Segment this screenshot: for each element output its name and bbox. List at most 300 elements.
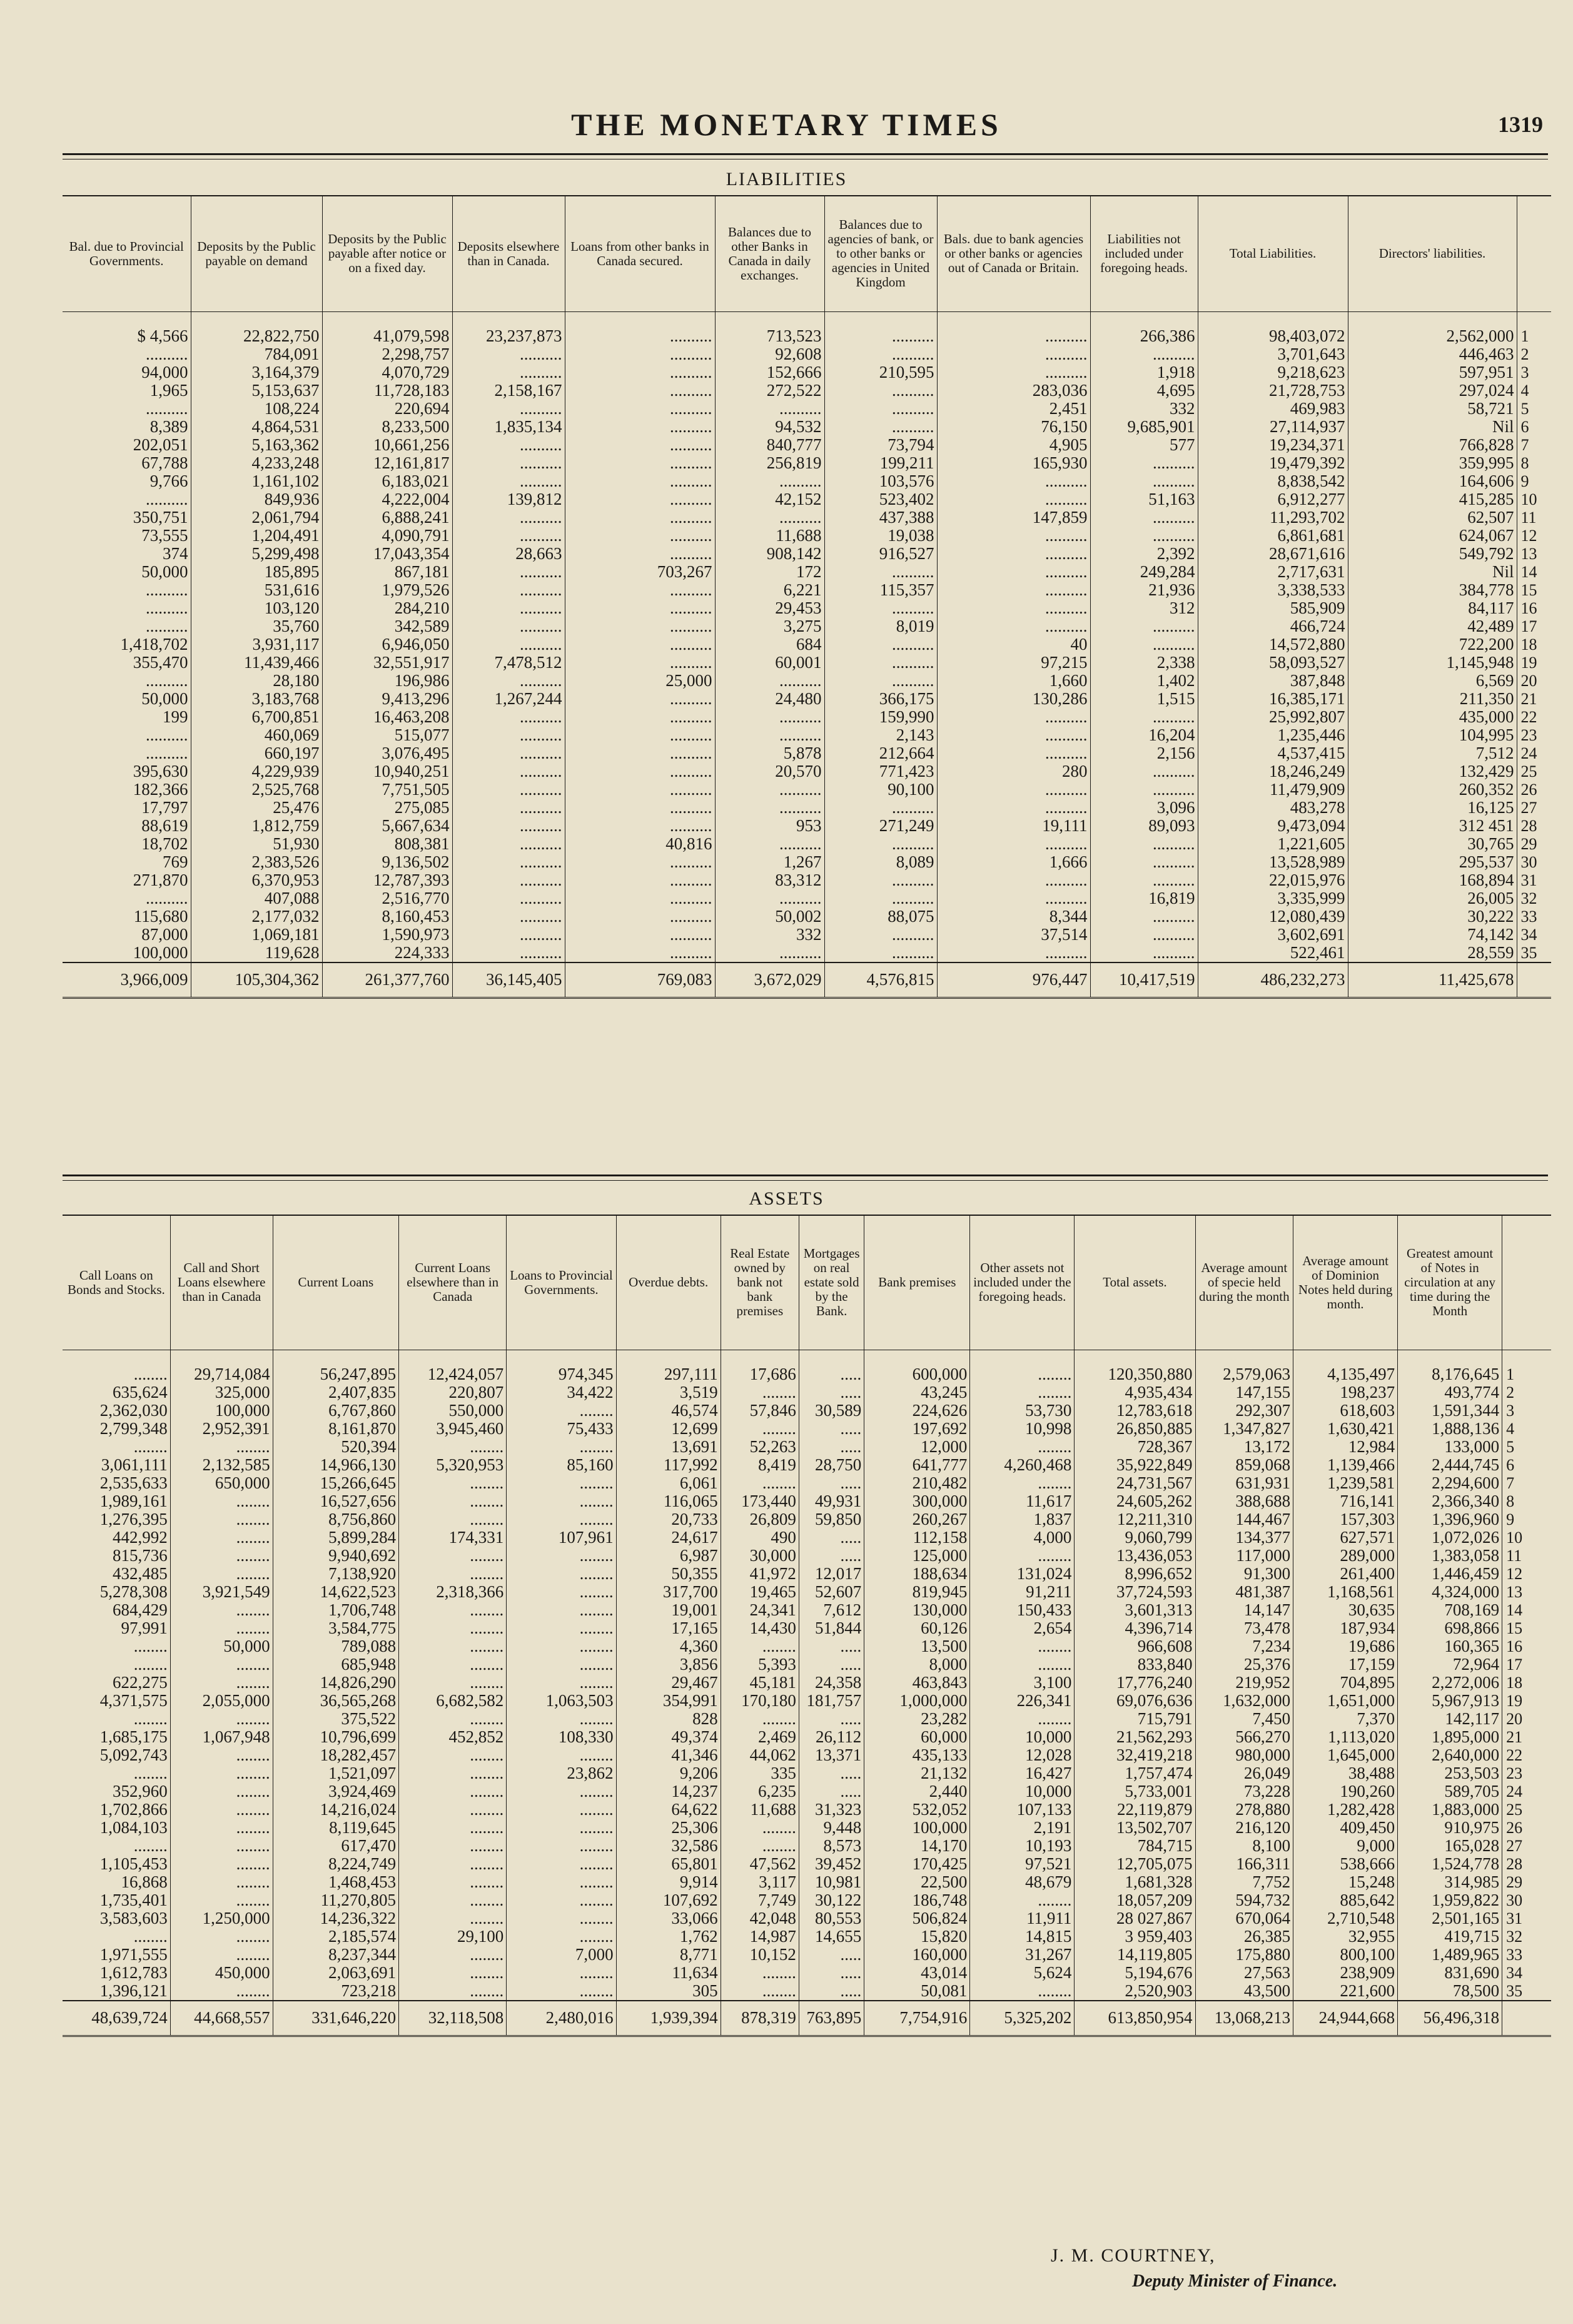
liabilities-total-cell — [1517, 962, 1551, 998]
liabilities-cell: 908,142 — [715, 545, 824, 563]
assets-cell: 622,275 — [112, 1673, 168, 1692]
liabilities-spacer-cell — [937, 311, 1090, 327]
assets-cell: ........ — [970, 1710, 1075, 1728]
assets-cell: 12,984 — [1293, 1438, 1398, 1456]
liabilities-cell: 8,160,453 — [322, 907, 452, 926]
assets-cell: 723,218 — [273, 1982, 398, 2001]
assets-cell: 69,076,636 — [1075, 1692, 1195, 1710]
liabilities-cell: 8,389 — [149, 417, 188, 436]
liabilities-cell: .......... — [937, 563, 1090, 581]
assets-row-number: 26 — [1502, 1819, 1551, 1837]
assets-table-row — [63, 1674, 1551, 1692]
assets-cell: 4,396,714 — [1075, 1619, 1195, 1637]
assets-cell: 238,909 — [1293, 1964, 1398, 1982]
liabilities-cell: .......... — [715, 781, 824, 799]
assets-spacer-cell — [616, 1350, 721, 1365]
liabilities-cell: 624,067 — [1348, 527, 1517, 545]
assets-cell: ........ — [170, 1565, 273, 1583]
assets-cell: ........ — [133, 1927, 168, 1946]
assets-table-row — [63, 1909, 1551, 1927]
liabilities-cell: 342,589 — [322, 617, 452, 635]
liabilities-cell: 25,992,807 — [1198, 708, 1348, 726]
liabilities-column-header: Balances due to agencies of bank, or to other banks or agencies in United Kingdom — [824, 196, 937, 311]
liabilities-cell: .......... — [565, 581, 715, 599]
assets-row-number: 4 — [1502, 1420, 1551, 1438]
liabilities-cell: .......... — [565, 907, 715, 926]
liabilities-cell: 16,125 — [1348, 799, 1517, 817]
assets-cell: ........ — [170, 1764, 273, 1782]
assets-cell: 73,478 — [1195, 1619, 1293, 1637]
liabilities-cell: .......... — [565, 781, 715, 799]
assets-totals-row — [63, 2001, 1551, 2036]
liabilities-cell: 9,766 — [149, 472, 188, 490]
assets-cell: 107,692 — [616, 1891, 721, 1909]
assets-cell: 789,088 — [273, 1637, 398, 1655]
assets-cell: 566,270 — [1195, 1728, 1293, 1746]
assets-table-row — [63, 1946, 1551, 1964]
assets-cell: 50,355 — [616, 1565, 721, 1583]
liabilities-table-row — [63, 762, 1551, 781]
liabilities-cell: 32,551,917 — [322, 654, 452, 672]
liabilities-cell: .......... — [1090, 907, 1198, 926]
liabilities-cell: 1,965 — [149, 381, 188, 400]
assets-cell: 831,690 — [1398, 1964, 1502, 1982]
assets-cell: 14,966,130 — [273, 1456, 398, 1474]
liabilities-cell: .......... — [452, 508, 565, 527]
liabilities-table-row — [63, 907, 1551, 926]
assets-cell: 5,733,001 — [1075, 1782, 1195, 1801]
liabilities-cell: 12,161,817 — [322, 454, 452, 472]
assets-cell: 125,000 — [864, 1547, 970, 1565]
liabilities-cell: 515,077 — [322, 726, 452, 744]
liabilities-cell: 523,402 — [824, 490, 937, 508]
assets-cell: 3,117 — [721, 1873, 799, 1891]
assets-cell: ........ — [399, 1601, 507, 1619]
liabilities-cell: .......... — [565, 799, 715, 817]
liabilities-cell: .......... — [452, 345, 565, 363]
assets-cell: 32,955 — [1293, 1927, 1398, 1946]
liabilities-cell: .......... — [565, 418, 715, 436]
assets-cell: 1,067,948 — [170, 1728, 273, 1746]
liabilities-cell: 840,777 — [715, 436, 824, 454]
assets-cell: 8,100 — [1195, 1837, 1293, 1855]
assets-cell: 2,294,600 — [1398, 1474, 1502, 1492]
assets-cell: ..... — [799, 1637, 864, 1655]
liabilities-cell: 28,180 — [191, 672, 322, 690]
assets-cell: ........ — [170, 1927, 273, 1946]
assets-cell: ........ — [970, 1891, 1075, 1909]
liabilities-cell: 16,204 — [1090, 726, 1198, 744]
liabilities-cell: 199,211 — [824, 454, 937, 472]
assets-cell: 1,735,401 — [99, 1891, 168, 1909]
liabilities-cell: 88,075 — [824, 907, 937, 926]
assets-cell: 36,565,268 — [273, 1692, 398, 1710]
assets-cell: ........ — [399, 1674, 507, 1692]
liabilities-cell: 84,117 — [1348, 599, 1517, 617]
assets-cell: 325,000 — [170, 1383, 273, 1402]
liabilities-cell: 92,608 — [715, 345, 824, 363]
assets-cell: 219,952 — [1195, 1674, 1293, 1692]
assets-cell: ..... — [799, 1365, 864, 1383]
assets-cell: 800,100 — [1293, 1946, 1398, 1964]
liabilities-cell: 6,946,050 — [322, 635, 452, 654]
liabilities-cell: 26,005 — [1348, 889, 1517, 907]
assets-cell: ..... — [799, 1764, 864, 1782]
assets-cell: 73,228 — [1195, 1782, 1293, 1801]
assets-cell: ........ — [507, 1710, 616, 1728]
assets-cell: 91,300 — [1195, 1565, 1293, 1583]
liabilities-cell: .......... — [937, 799, 1090, 817]
assets-cell: 190,260 — [1293, 1782, 1398, 1801]
liabilities-cell: 435,000 — [1348, 708, 1517, 726]
assets-spacer-row — [63, 1350, 1551, 1365]
liabilities-cell: .......... — [937, 744, 1090, 762]
liabilities-cell: .......... — [937, 781, 1090, 799]
assets-table-row — [63, 1619, 1551, 1637]
assets-cell: ........ — [170, 1619, 273, 1637]
assets-table-row — [63, 1764, 1551, 1782]
liabilities-row-number: 22 — [1517, 708, 1551, 726]
assets-cell: ........ — [721, 1710, 799, 1728]
liabilities-cell: .......... — [824, 871, 937, 889]
liabilities-cell: 4,695 — [1090, 381, 1198, 400]
assets-cell: 650,000 — [170, 1474, 273, 1492]
assets-table-row — [63, 1547, 1551, 1565]
liabilities-cell: .......... — [937, 527, 1090, 545]
assets-spacer-cell — [864, 1350, 970, 1365]
assets-cell: 617,470 — [273, 1837, 398, 1855]
liabilities-cell: 7,512 — [1348, 744, 1517, 762]
assets-cell: 14,236,322 — [273, 1909, 398, 1927]
assets-cell: ........ — [170, 1782, 273, 1801]
liabilities-cell: .......... — [565, 853, 715, 871]
assets-cell: 1,630,421 — [1293, 1420, 1398, 1438]
assets-cell: 260,267 — [864, 1510, 970, 1528]
assets-cell: ........ — [399, 1565, 507, 1583]
liabilities-cell: 9,136,502 — [322, 853, 452, 871]
assets-cell: 388,688 — [1195, 1492, 1293, 1510]
assets-cell: ........ — [170, 1547, 273, 1565]
page-number: 1319 — [1498, 112, 1543, 137]
assets-cell: 52,607 — [799, 1583, 864, 1601]
liabilities-row-number: 18 — [1517, 635, 1551, 654]
liabilities-row-number: 30 — [1517, 853, 1551, 871]
assets-cell: 8,119,645 — [273, 1819, 398, 1837]
liabilities-cell: 9,413,296 — [322, 690, 452, 708]
assets-cell: 23,282 — [864, 1710, 970, 1728]
liabilities-cell: .......... — [937, 871, 1090, 889]
assets-cell: 966,608 — [1075, 1637, 1195, 1655]
liabilities-cell: 185,895 — [191, 563, 322, 581]
liabilities-cell: .......... — [452, 436, 565, 454]
liabilities-cell: 1,221,605 — [1198, 835, 1348, 853]
liabilities-cell: .......... — [1090, 944, 1198, 962]
assets-cell: 5,393 — [721, 1655, 799, 1674]
assets-cell: ........ — [170, 1837, 273, 1855]
assets-cell: 26,112 — [799, 1728, 864, 1746]
assets-cell: 261,400 — [1293, 1565, 1398, 1583]
liabilities-cell: .......... — [452, 944, 565, 962]
liabilities-cell: 172 — [715, 563, 824, 581]
assets-cell: 2,501,165 — [1398, 1909, 1502, 1927]
liabilities-table-row — [63, 889, 1551, 907]
assets-cell: ........ — [399, 1909, 507, 1927]
liabilities-row-number: 27 — [1517, 799, 1551, 817]
assets-cell: ........ — [507, 1782, 616, 1801]
liabilities-cell: .......... — [824, 672, 937, 690]
liabilities-cell: 531,616 — [191, 581, 322, 599]
liabilities-row-number: 7 — [1517, 436, 1551, 454]
assets-cell: 698,866 — [1398, 1619, 1502, 1637]
assets-cell: 43,500 — [1195, 1982, 1293, 2001]
assets-cell: 7,752 — [1195, 1873, 1293, 1891]
liabilities-table-row — [63, 545, 1551, 563]
assets-cell: 19,465 — [721, 1583, 799, 1601]
liabilities-total-cell: 769,083 — [565, 962, 715, 998]
liabilities-cell: 1,418,702 — [120, 635, 188, 654]
assets-spacer-cell — [399, 1350, 507, 1365]
assets-cell: 14,815 — [970, 1927, 1075, 1946]
assets-cell: ........ — [170, 1601, 273, 1619]
liabilities-cell: 280 — [937, 762, 1090, 781]
assets-cell: 21,132 — [864, 1764, 970, 1782]
liabilities-total-cell: 261,377,760 — [322, 962, 452, 998]
liabilities-cell: 275,085 — [322, 799, 452, 817]
assets-column-header: Call Loans on Bonds and Stocks. — [63, 1215, 170, 1350]
assets-cell: 314,985 — [1398, 1873, 1502, 1891]
assets-cell: ........ — [399, 1438, 507, 1456]
assets-row-number: 15 — [1502, 1619, 1551, 1637]
assets-cell: 59,850 — [799, 1510, 864, 1528]
assets-cell: 16,527,656 — [273, 1492, 398, 1510]
assets-cell: 13,371 — [799, 1746, 864, 1764]
liabilities-cell: 30,222 — [1348, 907, 1517, 926]
assets-cell: 117,992 — [616, 1456, 721, 1474]
assets-table-row — [63, 1510, 1551, 1528]
assets-cell: 716,141 — [1293, 1492, 1398, 1510]
liabilities-column-header: Bals. due to bank agencies or other banks or agencies out of Canada or Britain. — [937, 196, 1090, 311]
liabilities-row-number: 14 — [1517, 563, 1551, 581]
assets-cell: 4,360 — [616, 1637, 721, 1655]
liabilities-cell: .......... — [565, 944, 715, 962]
liabilities-table-row — [63, 617, 1551, 635]
assets-cell: 31,267 — [970, 1946, 1075, 1964]
assets-total-cell: 878,319 — [721, 2001, 799, 2036]
assets-cell: 18,057,209 — [1075, 1891, 1195, 1909]
assets-cell: 1,239,581 — [1293, 1474, 1398, 1492]
liabilities-cell: .......... — [452, 400, 565, 418]
assets-cell: 3,519 — [616, 1383, 721, 1402]
assets-cell: 2,654 — [970, 1619, 1075, 1637]
liabilities-cell: 83,312 — [715, 871, 824, 889]
assets-total-cell: 1,939,394 — [616, 2001, 721, 2036]
liabilities-cell: 808,381 — [322, 835, 452, 853]
liabilities-cell: 6,861,681 — [1198, 527, 1348, 545]
assets-cell: 1,105,453 — [99, 1854, 168, 1873]
liabilities-row-number: 29 — [1517, 835, 1551, 853]
liabilities-cell: 2,383,526 — [191, 853, 322, 871]
assets-cell: 13,502,707 — [1075, 1819, 1195, 1837]
liabilities-cell: .......... — [565, 744, 715, 762]
assets-cell: 14,826,290 — [273, 1674, 398, 1692]
liabilities-cell: 522,461 — [1198, 944, 1348, 962]
assets-cell: 1,989,161 — [99, 1492, 168, 1510]
liabilities-cell: 466,724 — [1198, 617, 1348, 635]
assets-cell: ..... — [799, 1710, 864, 1728]
assets-spacer-cell — [63, 1350, 170, 1365]
liabilities-table-row — [63, 381, 1551, 400]
assets-spacer-cell — [507, 1350, 616, 1365]
liabilities-cell: .......... — [146, 617, 188, 635]
liabilities-cell: 24,480 — [715, 690, 824, 708]
liabilities-cell: .......... — [824, 599, 937, 617]
assets-table-row — [63, 1855, 1551, 1873]
assets-total-cell: 13,068,213 — [1195, 2001, 1293, 2036]
assets-cell: 24,341 — [721, 1601, 799, 1619]
liabilities-cell: 132,429 — [1348, 762, 1517, 781]
liabilities-cell: 87,000 — [141, 925, 188, 944]
liabilities-table-row — [63, 708, 1551, 726]
assets-cell: ........ — [399, 1855, 507, 1873]
liabilities-total-cell: 11,425,678 — [1348, 962, 1517, 998]
liabilities-cell: .......... — [452, 907, 565, 926]
assets-cell: 5,967,913 — [1398, 1692, 1502, 1710]
liabilities-cell: .......... — [824, 418, 937, 436]
assets-cell: 833,840 — [1075, 1655, 1195, 1674]
assets-cell: 815,736 — [112, 1546, 168, 1565]
assets-cell: ........ — [721, 1982, 799, 2001]
liabilities-row-number: 20 — [1517, 672, 1551, 690]
assets-cell: 618,603 — [1293, 1402, 1398, 1420]
liabilities-row-number: 10 — [1517, 490, 1551, 508]
liabilities-cell: 3,335,999 — [1198, 889, 1348, 907]
liabilities-cell: 37,514 — [937, 926, 1090, 944]
assets-column-header: Greatest amount of Notes in circulation at any time during the Month — [1398, 1215, 1502, 1350]
assets-total-cell: 24,944,668 — [1293, 2001, 1398, 2036]
assets-cell: ........ — [170, 1982, 273, 2001]
header-rule — [63, 153, 1548, 155]
liabilities-cell: .......... — [937, 708, 1090, 726]
assets-cell: 7,370 — [1293, 1710, 1398, 1728]
assets-total-cell: 763,895 — [799, 2001, 864, 2036]
liabilities-cell: 577 — [1090, 436, 1198, 454]
assets-cell: ........ — [170, 1710, 273, 1728]
assets-table-row — [63, 1583, 1551, 1601]
assets-cell: 589,705 — [1398, 1782, 1502, 1801]
assets-cell: 10,193 — [970, 1837, 1075, 1855]
liabilities-cell: 58,721 — [1348, 400, 1517, 418]
assets-cell: 41,346 — [616, 1746, 721, 1764]
liabilities-cell: .......... — [715, 472, 824, 490]
assets-cell: 532,052 — [864, 1801, 970, 1819]
assets-row-number: 30 — [1502, 1891, 1551, 1909]
liabilities-row-number: 16 — [1517, 599, 1551, 617]
assets-cell: 43,245 — [864, 1383, 970, 1402]
assets-row-number: 9 — [1502, 1510, 1551, 1528]
assets-cell: ........ — [507, 1837, 616, 1855]
assets-cell: 493,774 — [1398, 1383, 1502, 1402]
assets-cell: ........ — [133, 1655, 168, 1674]
liabilities-table-row — [63, 926, 1551, 944]
liabilities-cell: 597,951 — [1348, 363, 1517, 381]
liabilities-cell: 2,156 — [1090, 744, 1198, 762]
liabilities-table-row — [63, 472, 1551, 490]
liabilities-row-number: 32 — [1517, 889, 1551, 907]
assets-cell: 22,500 — [864, 1873, 970, 1891]
liabilities-cell: 98,403,072 — [1198, 327, 1348, 345]
assets-cell: 1,612,783 — [99, 1963, 168, 1982]
assets-cell: 1,468,453 — [273, 1873, 398, 1891]
assets-cell: 24,358 — [799, 1674, 864, 1692]
liabilities-row-number: 31 — [1517, 871, 1551, 889]
assets-cell: 1,084,103 — [99, 1818, 168, 1837]
liabilities-row-number: 6 — [1517, 418, 1551, 436]
assets-cell: 11,617 — [970, 1492, 1075, 1510]
assets-cell: ........ — [721, 1964, 799, 1982]
assets-cell: ........ — [507, 1655, 616, 1674]
assets-cell: 8,161,870 — [273, 1420, 398, 1438]
liabilities-cell: 6,912,277 — [1198, 490, 1348, 508]
assets-cell: 8,176,645 — [1398, 1365, 1502, 1383]
assets-cell: 25,376 — [1195, 1655, 1293, 1674]
liabilities-cell: 3,338,533 — [1198, 581, 1348, 599]
liabilities-cell: 42,152 — [715, 490, 824, 508]
assets-table-row — [63, 1837, 1551, 1855]
assets-cell: ........ — [970, 1474, 1075, 1492]
assets-cell: ........ — [399, 1492, 507, 1510]
liabilities-row-number: 4 — [1517, 381, 1551, 400]
liabilities-cell: 16,463,208 — [322, 708, 452, 726]
assets-cell: 8,419 — [721, 1456, 799, 1474]
liabilities-cell: 312 — [1090, 599, 1198, 617]
assets-cell: 14,430 — [721, 1619, 799, 1637]
assets-cell: ..... — [799, 1547, 864, 1565]
assets-cell: 4,135,497 — [1293, 1365, 1398, 1383]
liabilities-cell: .......... — [146, 399, 188, 418]
assets-cell: ........ — [399, 1982, 507, 2001]
assets-cell: ........ — [507, 1565, 616, 1583]
liabilities-cell: 4,090,791 — [322, 527, 452, 545]
liabilities-spacer-cell — [1090, 311, 1198, 327]
assets-cell: 7,450 — [1195, 1710, 1293, 1728]
liabilities-cell: 684 — [715, 635, 824, 654]
assets-cell: 980,000 — [1195, 1746, 1293, 1764]
liabilities-table-row — [63, 654, 1551, 672]
assets-cell: 165,028 — [1398, 1837, 1502, 1855]
assets-cell: 16,427 — [970, 1764, 1075, 1782]
liabilities-cell: 73,555 — [141, 526, 188, 545]
liabilities-cell: .......... — [824, 381, 937, 400]
assets-table-row — [63, 1873, 1551, 1891]
assets-cell: 289,000 — [1293, 1547, 1398, 1565]
liabilities-row-number: 24 — [1517, 744, 1551, 762]
liabilities-cell: .......... — [452, 672, 565, 690]
assets-cell: ........ — [507, 1891, 616, 1909]
assets-row-number: 2 — [1502, 1383, 1551, 1402]
liabilities-cell: 8,838,542 — [1198, 472, 1348, 490]
liabilities-cell: 6,221 — [715, 581, 824, 599]
assets-cell: 8,996,652 — [1075, 1565, 1195, 1583]
liabilities-cell: 437,388 — [824, 508, 937, 527]
assets-cell: 538,666 — [1293, 1855, 1398, 1873]
assets-cell: 91,211 — [970, 1583, 1075, 1601]
liabilities-cell: 549,792 — [1348, 545, 1517, 563]
assets-column-header: Call and Short Loans elsewhere than in Canada — [170, 1215, 273, 1350]
assets-cell: 784,715 — [1075, 1837, 1195, 1855]
liabilities-table-row — [63, 327, 1551, 345]
liabilities-total-cell: 10,417,519 — [1090, 962, 1198, 998]
assets-cell: 1,396,121 — [99, 1981, 168, 2000]
